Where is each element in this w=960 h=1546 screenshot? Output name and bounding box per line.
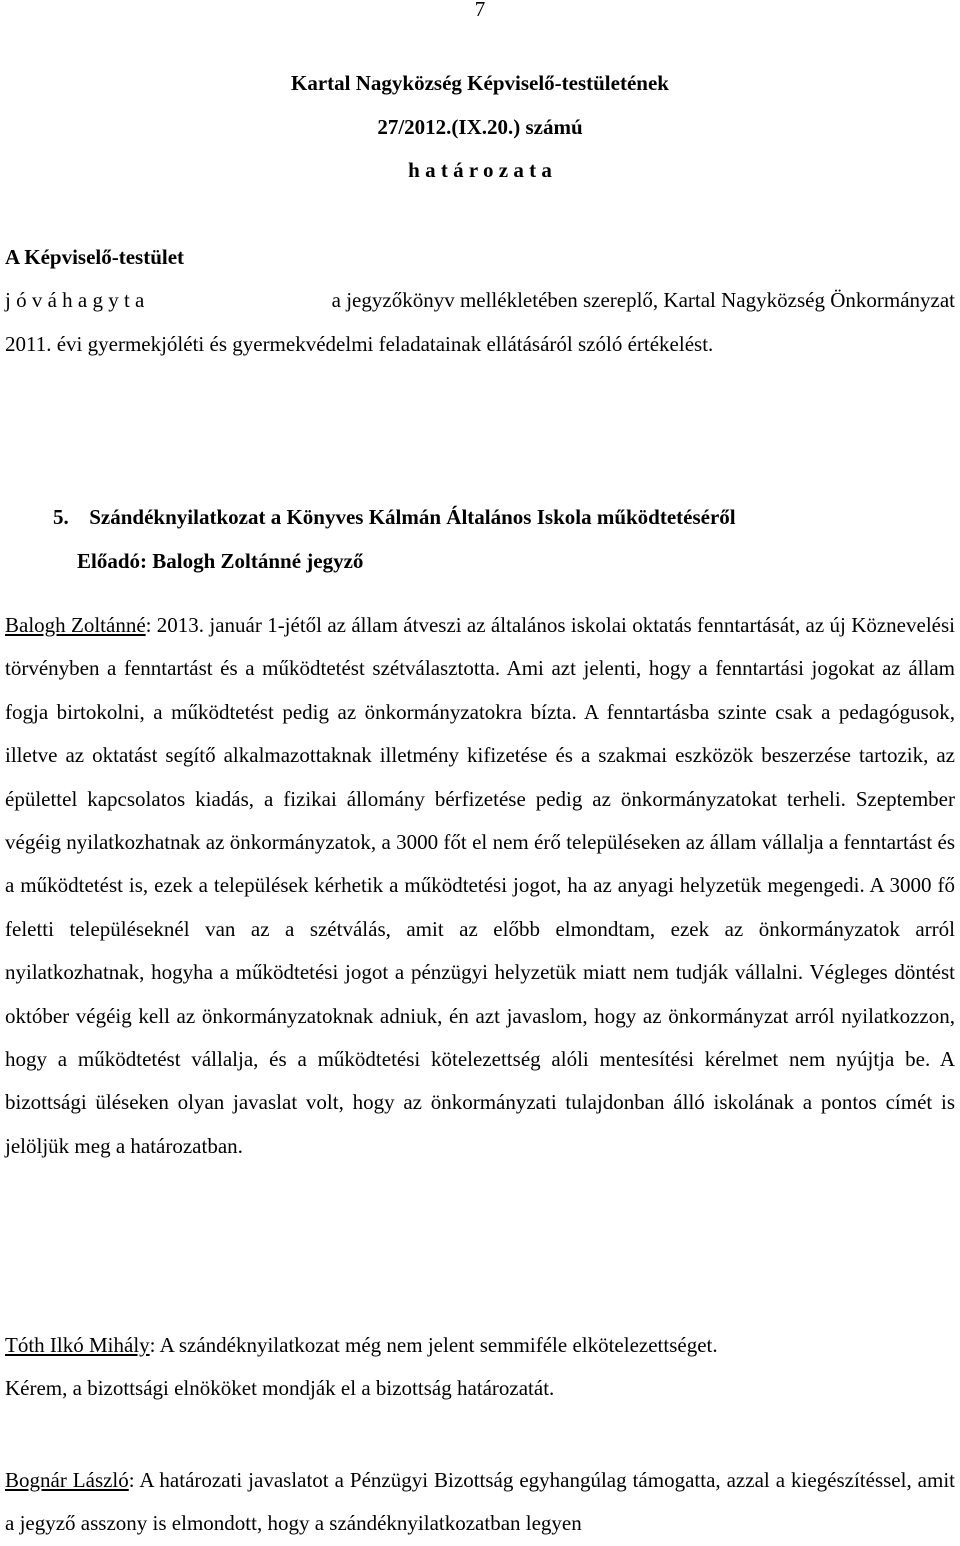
statement-toth — [5, 1330, 955, 1360]
page-number: 7 — [474, 0, 486, 21]
statement-toth-line2: Kérem, a bizottsági elnököket mondják el a bizottság határozatát. — [5, 1376, 555, 1400]
agenda-item-heading — [53, 502, 736, 532]
resolution-title-line3: h a t á r o z a t a — [408, 158, 552, 182]
statement-balogh — [5, 604, 955, 1168]
statement-text: : 2013. január 1-jétől az állam átveszi az általános iskolai oktatás fenntartását, az új Köznevelési törvényben a fenntartást és a működtetést szétválasztotta. Ami azt jelenti, hogy a fenntartási jogokat az állam fogja birtokolni, a működtetést pedig az önkormányzatokra bízta. A fenntartásba szinte csak a pedagógusok, illetve az oktatást segítő alkalmazottaknak illetmény kifizetése és a szakmai eszközök beszerzése tartozik, az épülettel kapcsolatos kiadás, a fizikai állomány bérfizetése pedig az önkormányzatokat terheli. Szeptember végéig nyilatkozhatnak az önkormányzatok, a 3000 főt el nem érő településeken az állam vállalja a fenntartást és a működtetést is, ezek a települések kérhetik a működtetési jogot, ha az anyagi helyzetük megengedi. A 3000 fő feletti településeknél van az a szétválás, amit az előbb elmondtam, ezek az önkormányzatok arról nyilatkozhatnak, hogyha a működtetési jogot a pénzügyi helyzetük miatt nem tudják vállalni. Végleges döntést október végéig kell az önkormányzatoknak adniuk, én azt javaslom, hogy az önkormányzat arról nyilatkozzon, hogy a működtetést vállalja, és a működtetési kötelezettség alóli mentesítési kérelmet nem nyújtja be. A bizottsági üléseken olyan javaslat volt, hogy az önkormányzati tulajdonban álló iskolának a pontos címét is jelöljük meg a határozatban. — [5, 613, 955, 1158]
speaker-name: Tóth Ilkó Mihály — [5, 1333, 150, 1357]
agenda-item-presenter: Előadó: Balogh Zoltánné jegyző — [77, 549, 364, 573]
agenda-item-number: 5. — [53, 505, 69, 529]
resolution-title-line1: Kartal Nagyközség Képviselő-testületének — [291, 71, 669, 95]
speaker-name: Balogh Zoltánné — [5, 613, 146, 637]
speaker-name: Bognár László — [5, 1468, 129, 1492]
resolution-subject: A Képviselő-testület — [5, 245, 185, 269]
statement-text: : A szándéknyilatkozat még nem jelent semmiféle elkötelezettséget. — [149, 1333, 718, 1357]
resolution-title-line2: 27/2012.(IX.20.) számú — [377, 115, 583, 139]
resolution-text-line1 — [5, 285, 955, 315]
approves-word: j ó v á h a g y t a — [5, 288, 145, 312]
resolution-text-first: a jegyzőkönyv mellékletében szereplő, Kartal Nagyközség Önkormányzat — [331, 288, 955, 312]
resolution-text-line2: 2011. évi gyermekjóléti és gyermekvédelmi feladatainak ellátásáról szóló értékelést. — [5, 332, 714, 356]
agenda-item-title: Szándéknyilatkozat a Könyves Kálmán Általános Iskola működtetéséről — [89, 505, 736, 529]
statement-text: : A határozati javaslatot a Pénzügyi Bizottság egyhangúlag támogatta, azzal a kiegészítéssel, amit a jegyző asszony is elmondott, hogy a szándéknyilatkozatban legyen — [5, 1468, 956, 1536]
